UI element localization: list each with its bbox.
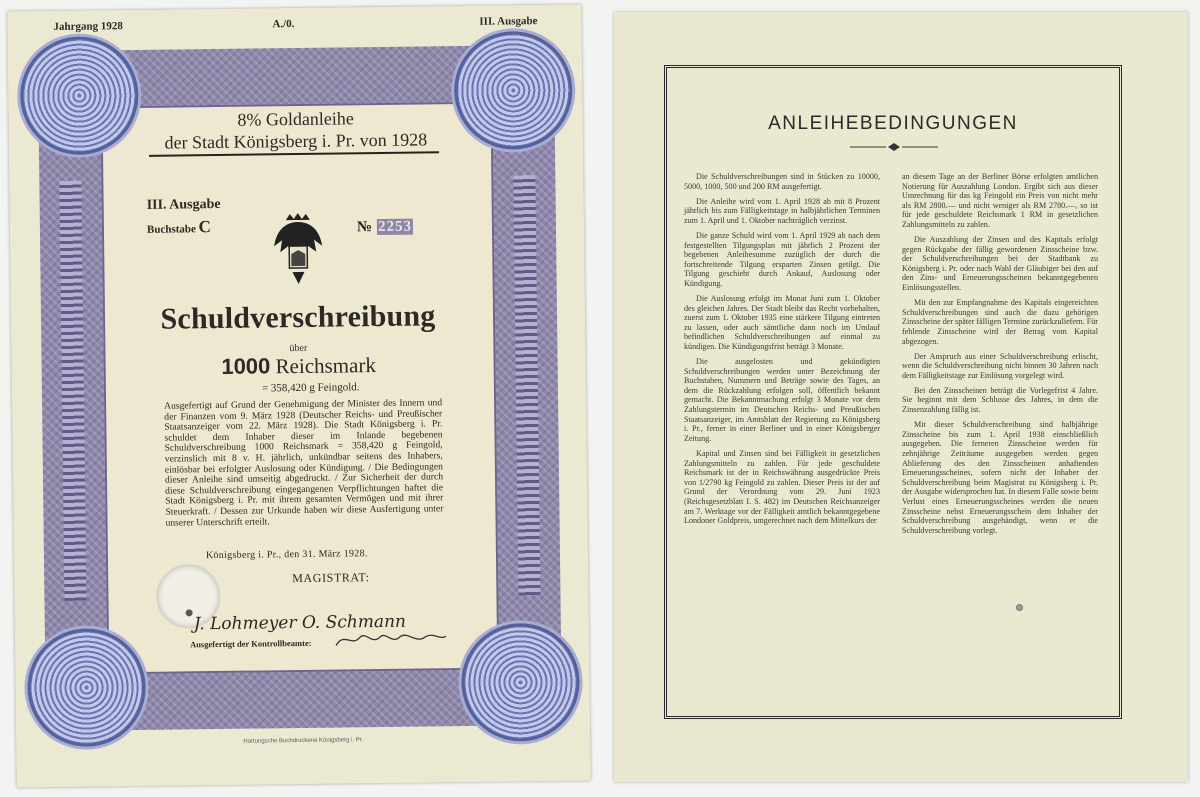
place-date: Königsberg i. Pr., den 31. März 1928.: [205, 548, 368, 562]
letter-label: Buchstabe: [146, 223, 196, 236]
eagle-coat-of-arms-icon: [272, 212, 325, 289]
serial-number: [356, 219, 413, 237]
gold-equivalent: = 358,420 g Feingold.: [261, 381, 360, 395]
guilloche-band-left: [59, 181, 86, 601]
title-ornament-icon: [850, 142, 938, 152]
rosette-bottom-right: [461, 623, 580, 742]
bond-back-sheet: [614, 12, 1188, 782]
title-line-1: 8% Goldanleihe: [237, 108, 354, 130]
terms-column-left: [684, 172, 880, 531]
terms-column-right: [902, 172, 1098, 541]
code-label: A./0.: [272, 18, 295, 31]
terms-title: ANLEIHEBEDINGUNGEN: [768, 113, 1018, 134]
over-label: über: [289, 342, 308, 355]
terms-paragraph: Bei den Zinsscheinen beträgt die Vorlegefrist 4 Jahre. Sie beginnt mit dem Schlusse des Jahres, in dem die Zinsenzahlung fällig ist.: [902, 385, 1098, 415]
bond-body-text: Ausgefertigt auf Grund der Genehmigung der Minister des Innern und der Finanzen vom 9. März 1928 (Deutscher Reichs- und Preußischer Staatsanzeiger vom 22. März 1928). Die Stadt Königsberg i. Pr. schuldet dem Inhaber dieser im Inlande begebenen Schuldverschreibung 1000 Reichsmark = 358,420 g Feingold, verzinslich mit 8 v. H. jährlich, unkündbar seitens des Inhabers, einlösbar bei erfolgter Auslosung oder Kündigung. / Die Bedingungen dieser Anleihe sind umseitig abgedruckt. / Zur Sicherheit der durch diese Schuldverschreibung eingegangenen Verpflichtungen haftet die Stadt Königsberg i. Pr. mit ihrem gesamten Vermögen und mit ihrer Steuerkraft. / Dessen zur Urkunde haben wir diese Ausfertigung unter unserer Unterschrift erteilt.: [164, 397, 444, 529]
letter-value: C: [198, 217, 211, 237]
document-heading: Schuldverschreibung: [160, 299, 436, 336]
guilloche-band-right: [513, 175, 540, 595]
terms-paragraph: an diesem Tage an der Berliner Börse erfolgten amtlichen Notierung für Auszahlung London. Ergibt sich aus dieser Umrechnung für das kg Feingold ein Preis von nicht mehr als RM 2800.— und nicht weniger als RM 2780.—, so ist für jede geschuldete Reichsmark 1 RM in gesetzlichen Zahlungsmitteln zu zahlen.: [902, 172, 1098, 229]
control-signature: [330, 624, 450, 653]
cancellation-hole: [1016, 604, 1023, 611]
signature-text: J. Lohmeyer O. Schmann: [193, 611, 407, 635]
edition-top-label: III. Ausgabe: [479, 15, 538, 28]
number-label: №: [356, 219, 374, 236]
number-value: 2253: [377, 218, 413, 236]
bond-front-sheet: [7, 5, 590, 788]
terms-paragraph: Die Anleihe wird vom 1. April 1928 ab mit 8 Prozent jährlich bis zum Fälligkeitstage in halbjährlichen Terminen zum 1. April und 1. Oktober nachträglich verzinst.: [684, 196, 880, 225]
bond-title: [9, 105, 583, 156]
rosette-bottom-left: [27, 628, 146, 747]
terms-paragraph: Die Schuldverschreibungen sind in Stücken zu 10000, 5000, 1000, 500 und 200 RM ausgefertigt.: [684, 172, 880, 191]
terms-paragraph: Die Auszahlung der Zinsen und des Kapitals erfolgt gegen Rückgabe der fällig gewordenen Zinsscheine bzw. der Schuldverschreibungen bei der Stadtbank zu Königsberg i. Pr. oder nach Wahl der Gläubiger bei den auf den Zins- und Erneuerungsscheinen bekanntgegebenen Einlösungsstellen.: [902, 235, 1098, 293]
terms-paragraph: Die ausgelosten und gekündigten Schuldverschreibungen werden unter Bezeichnung der Buchstaben, Nummern und Beträge sowie des Tages, an dem die Rückzahlung erfolgen soll, öffentlich bekannt gemacht. Die Bekanntmachung erfolgt 3 Monate vor dem Zahlungstermin im Deutschen Reichs- und Preußischen Staatsanzeiger, im Amtsblatt der Regierung zu Königsberg i. Pr., ferner in einer Berliner und in einer Königsberger Zeitung.: [684, 357, 880, 443]
year-label: Jahrgang 1928: [53, 20, 123, 33]
printer-imprint: Hartungsche Buchdruckerei Königsberg i. Pr.: [243, 737, 364, 745]
terms-paragraph: Kapital und Zinsen sind bei Fälligkeit in gesetzlichen Zahlungsmitteln zu zahlen. Für jede geschuldete Reichsmark ist der in Reichswährung ausgedrückte Preis von 1/2790 kg Feingold zu zahlen. Dieser Preis ist der auf Grund der Verordnung vom 29. Juni 1923 (Reichsgesetzblatt I. S. 482) im Deutschen Reichsanzeiger am 7. Werktage vor der Fälligkeit amtlich bekanntgegebene Londoner Goldpreis, umgerechnet nach dem Mittelkurs der: [684, 448, 880, 526]
terms-paragraph: Mit den zur Empfangnahme des Kapitals eingereichten Schuldverschreibungen sind auch die dazu gehörigen Zinsscheine der später fälligen Termine zurückzuliefern. Für fehlende Zinsscheine wird der Betrag vom Kapital abgezogen.: [902, 298, 1098, 346]
terms-paragraph: Die Auslosung erfolgt im Monat Juni zum 1. Oktober des gleichen Jahres. Der Stadt bleibt das Recht vorbehalten, zuerst zum 1. Oktober 1935 eine stärkere Tilgung eintreten zu lassen, oder auch sämtliche dann noch im Umlauf befindlichen Schuldverschreibungen auf einmal zu kündigen. Die Kündigungsfrist beträgt 3 Monate.: [684, 294, 880, 351]
magistrat-label: MAGISTRAT:: [292, 570, 370, 586]
amount-number: 1000: [221, 353, 271, 379]
terms-paragraph: Die ganze Schuld wird vom 1. April 1929 ab nach dem festgestellten Tilgungsplan mit jährlich 2 Prozent der begebenen Anleihesumme zuzüglich der durch die fortschreitende Tilgung ersparten Zinsen getilgt. Die Tilgung geschieht durch Ankauf, Auslosung oder Kündigung.: [684, 230, 880, 288]
terms-paragraph: Der Anspruch aus einer Schuldverschreibung erlischt, wenn die Schuldverschreibung nicht binnen 30 Jahren nach dem Fälligkeitstage zur Einlösung vorgelegt wird.: [902, 351, 1098, 380]
control-officer-label: Ausgefertigt der Kontrollbeamte:: [189, 637, 312, 650]
title-line-2: der Stadt Königsberg i. Pr. von 1928: [164, 129, 428, 153]
series-letter: [147, 217, 211, 238]
terms-paragraph: Mit dieser Schuldverschreibung sind halbjährige Zinsscheine bis zum 1. April 1938 einschließlich ausgegeben. Die ferneren Zinsscheine werden für zehnjährige Zeiträume ausgegeben werden gegen Ablieferung des den Zinsscheinen anhaftenden Erneuerungsscheines, sofern nicht der Inhaber der Schuldverschreibung beim Magistrat zu Königsberg i. Pr. der Ausgabe widersprochen hat. In diesem Falle sowie beim Verlust eines Erneuerungsscheines werden die neuen Zinsscheine nebst Erneuerungsschein dem Inhaber der Schuldverschreibung ausgehändigt, wenn er die Schuldverschreibung vorlegt.: [902, 420, 1098, 535]
edition-label: III. Ausgabe: [146, 196, 221, 213]
amount-unit: Reichsmark: [275, 353, 377, 379]
